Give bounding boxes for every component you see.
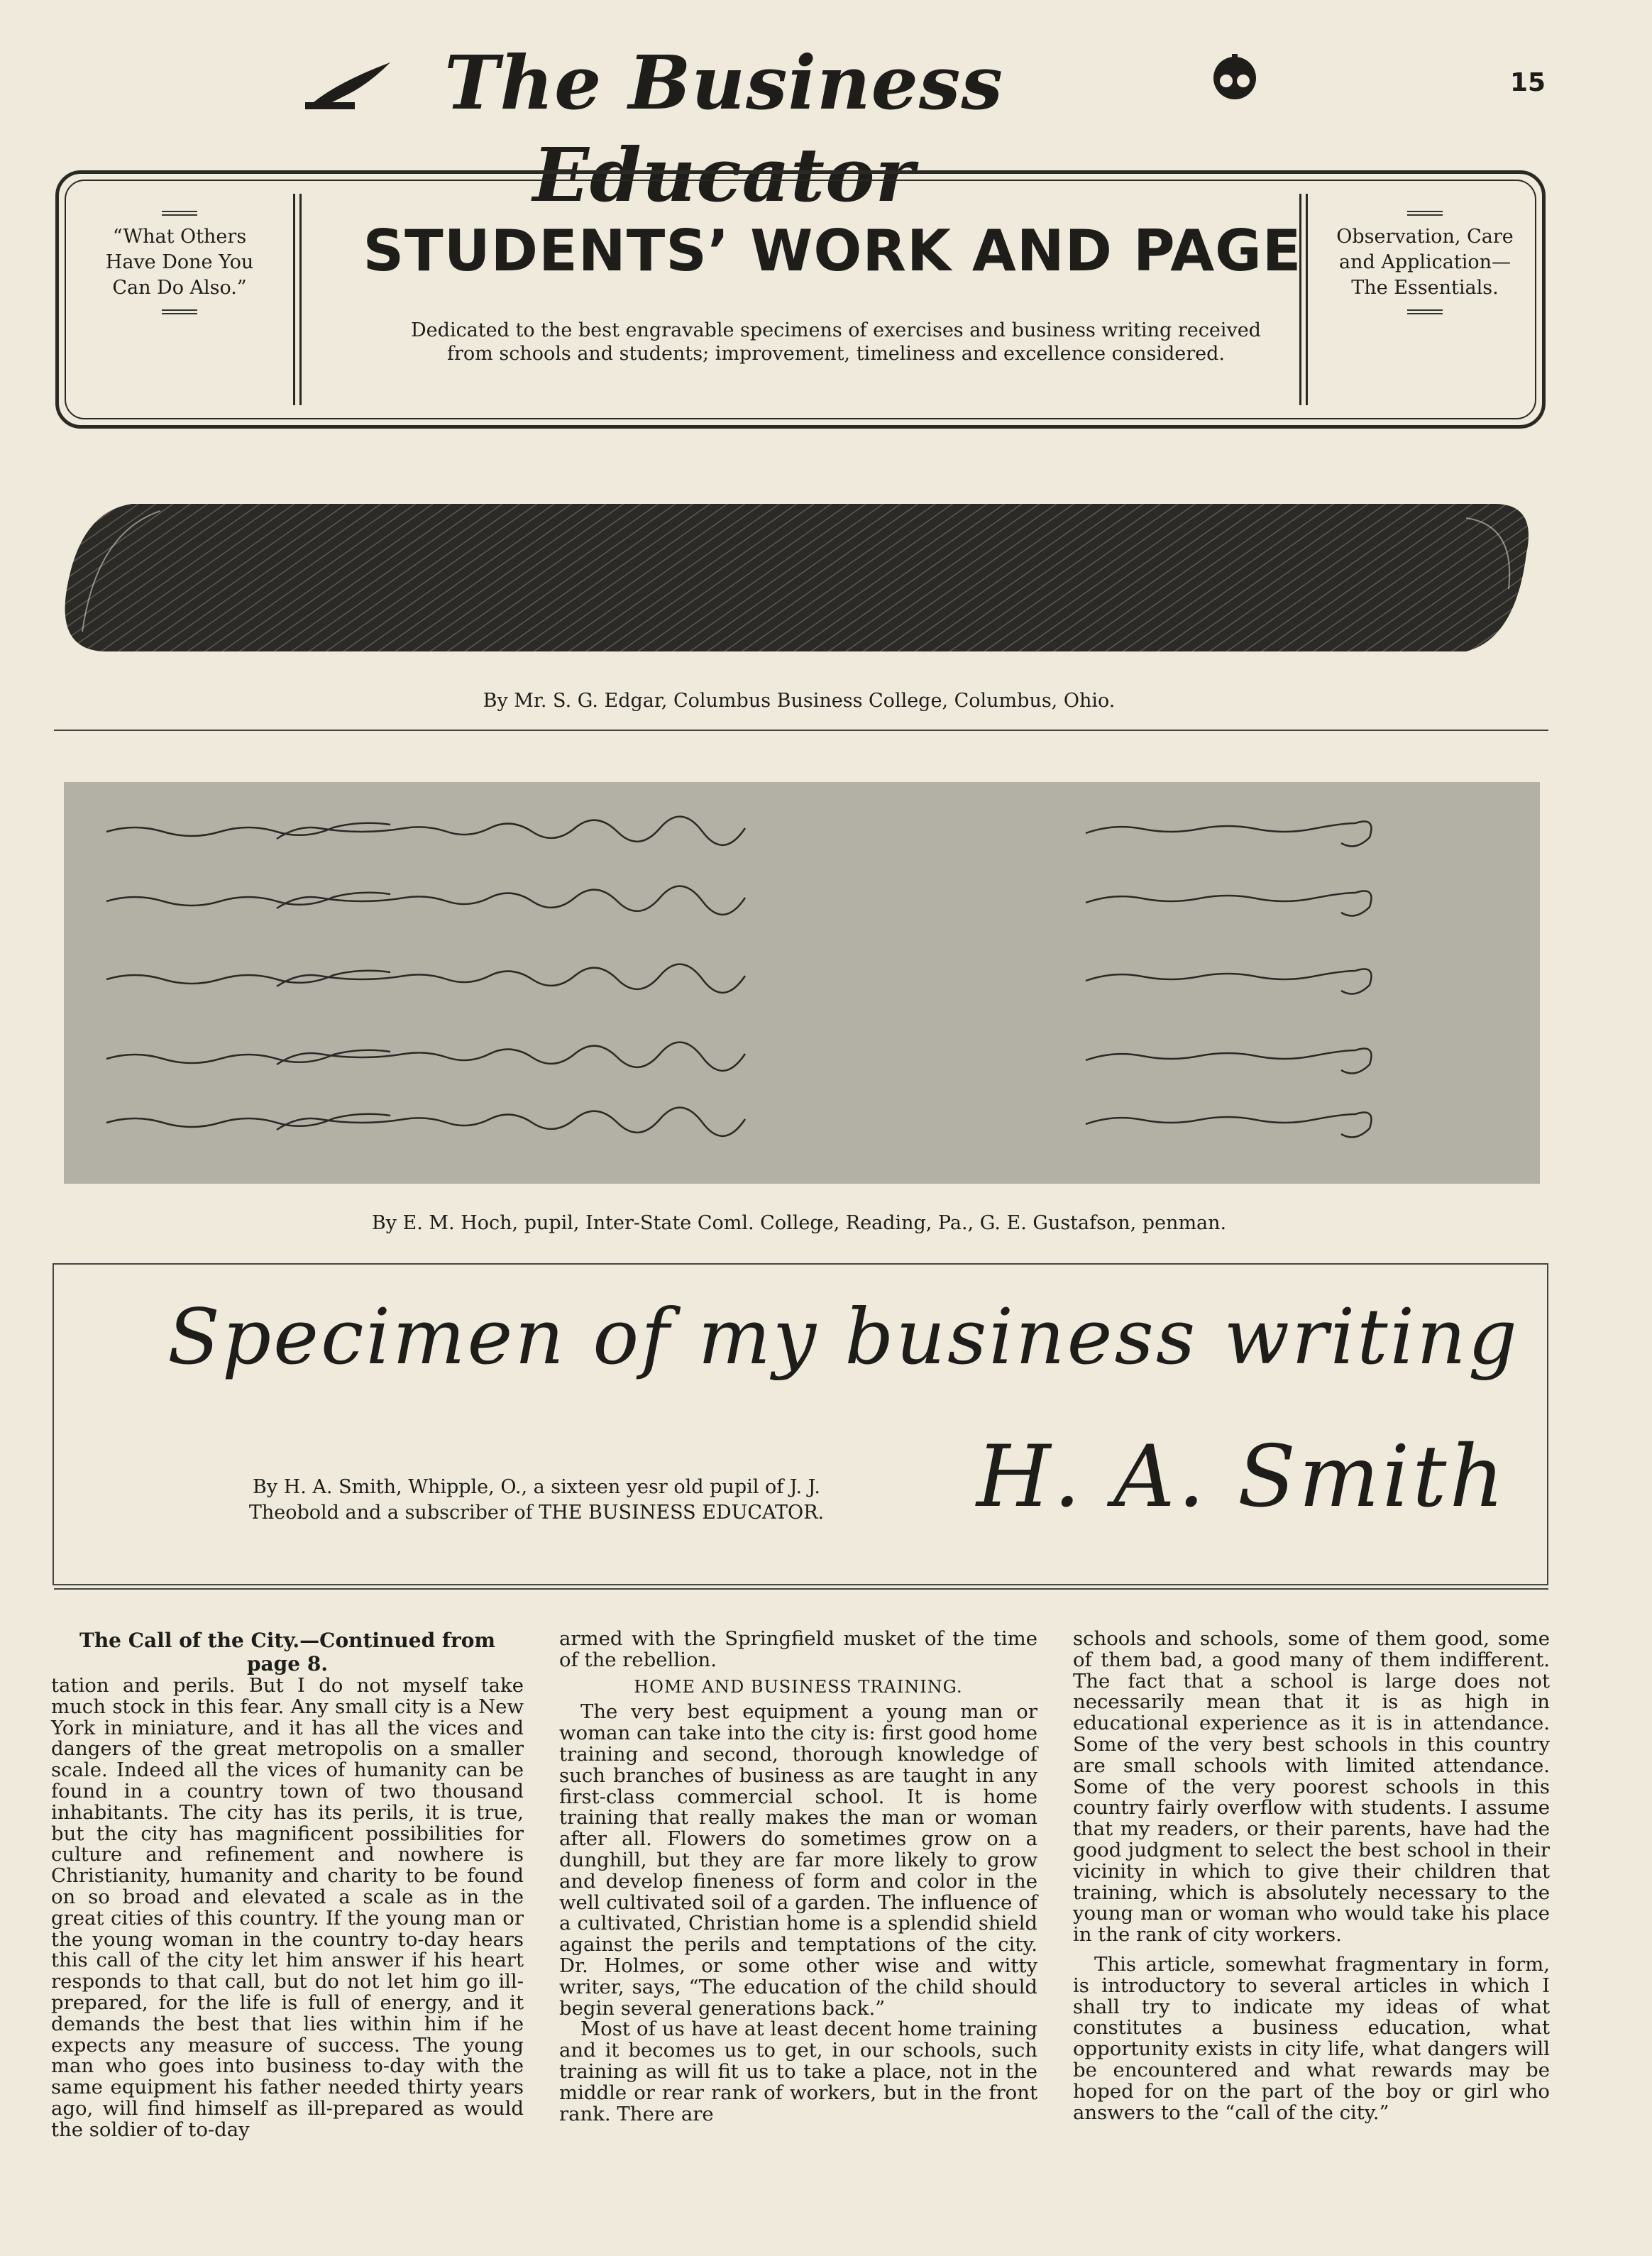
banner-left-quote: “What Others Have Done You Can Do Also.” bbox=[87, 211, 272, 314]
article-column-2 bbox=[559, 1629, 1037, 2125]
article-column-3 bbox=[1073, 1629, 1550, 2123]
business-writing-specimen bbox=[53, 1263, 1548, 1585]
article-col2-text-b: The very best equipment a young man or woman can take into the city is: first good home training and second, thorough knowledge of such branches of business as are taught in any first-class commercial school. It is home training that really makes the man or woman after all. Flowers do sometimes grow on a dunghill, but they are far more likely to grow and develop fineness of form and color in the well cultivated soil of a garden. The influence of a cultivated, Christian home is a splendid shield against the perils and temptations of the city. Dr. Holmes, or some other wise and witty writer, says, “The education of the child should begin several generations back.” bbox=[559, 1700, 1037, 2020]
divider-2 bbox=[54, 1588, 1548, 1590]
article-col1-text: tation and perils. But I do not myself take much stock in this fear. Any small city is a New York in miniature, and it has all the vices and dangers of the great metropolis on a smaller scale. Indeed all the vices of humanity can be found in a country town of two thousand inhabitants. The city has its perils, it is true, but the city has magnificent possibilities for culture and refinement and nowhere is Christianity, humanity and charity to be found on so broad and elevated a scale as in the great cities of this country. If the young man or the young woman in the country to-day hears this call of the city let him answer if his heart responds to that call, but do not let him go ill-prepared, for the life is full of energy, and it demands the best that lies within him if he expects any measure of success. The young man who goes into business to-day with the same equipment his father needed thirty years ago, will find himself as ill-prepared as would the soldier of to-day bbox=[51, 1674, 524, 2141]
emblem-icon bbox=[1206, 50, 1263, 106]
article-col3-text-b: This article, somewhat fragmentary in form, is introductory to several articles in which I shall try to indicate my ideas of what constitutes a business education, what opportunity exists in city life, what dangers will be encountered and what rewards may be hoped for on the part of the boy or girl who answers to the “call of the city.” bbox=[1073, 1952, 1550, 2124]
article-col3-text-a: schools and schools, some of them good, some of them bad, a good many of them indifferent. The fact that a school is large does not necessarily mean that it is as high in educational experience as it is in attendance. Some of the very best schools in this country are small schools with limited attendance. Some of the very poorest schools in this country fairly overflow with students. I assume that my readers, or their parents, have had the good judgment to select the best school in their vicinity in which to give their children that training, which is absolutely necessary to the young man or woman who would take his place in the rank of city workers. bbox=[1073, 1627, 1550, 1947]
oval-exercise-specimen bbox=[54, 490, 1544, 667]
edgar-caption: By Mr. S. G. Edgar, Columbus Business College, Columbus, Ohio. bbox=[483, 690, 1116, 712]
banner-subtitle: Dedicated to the best engravable specimens of exercises and business writing received from schools and students; improvement, timeliness and excellence considered. bbox=[411, 319, 1261, 365]
article-column-1 bbox=[51, 1629, 524, 2141]
smith-caption: By H. A. Smith, Whipple, O., a sixteen yesr old pupil of J. J. Theobold and a subscriber of THE BUSINESS EDUCATOR. bbox=[248, 1476, 825, 1524]
smith-signature: H. A. Smith bbox=[976, 1428, 1507, 1526]
article-col2-text-c: Most of us have at least decent home training and it becomes us to get, in our schools, such training as will fit us to take a place, not in the middle or rear rank of workers, but in the front rank. There are bbox=[559, 2018, 1037, 2125]
article-heading: The Call of the City.—Continued from page 8. bbox=[79, 1629, 496, 1676]
article-subheading: HOME AND BUSINESS TRAINING. bbox=[634, 1676, 963, 1697]
banner-title: STUDENTS’ WORK AND PAGE bbox=[363, 218, 1302, 284]
specimen-script: Specimen of my business writing bbox=[167, 1293, 1519, 1382]
hoch-caption: By E. M. Hoch, pupil, Inter-State Coml. College, Reading, Pa., G. E. Gustafson, penman. bbox=[371, 1212, 1227, 1234]
masthead-title: The Business Educator bbox=[444, 39, 1003, 219]
banner-right-motto: Observation, Care and Application—The Essentials. bbox=[1336, 211, 1514, 314]
article-col2-text-a: armed with the Springfield musket of the time of the rebellion. bbox=[559, 1627, 1037, 1671]
divider-1 bbox=[54, 730, 1548, 731]
banner-box bbox=[55, 170, 1546, 429]
movement-drill-specimen bbox=[64, 782, 1540, 1184]
page-number: 15 bbox=[1510, 68, 1546, 97]
